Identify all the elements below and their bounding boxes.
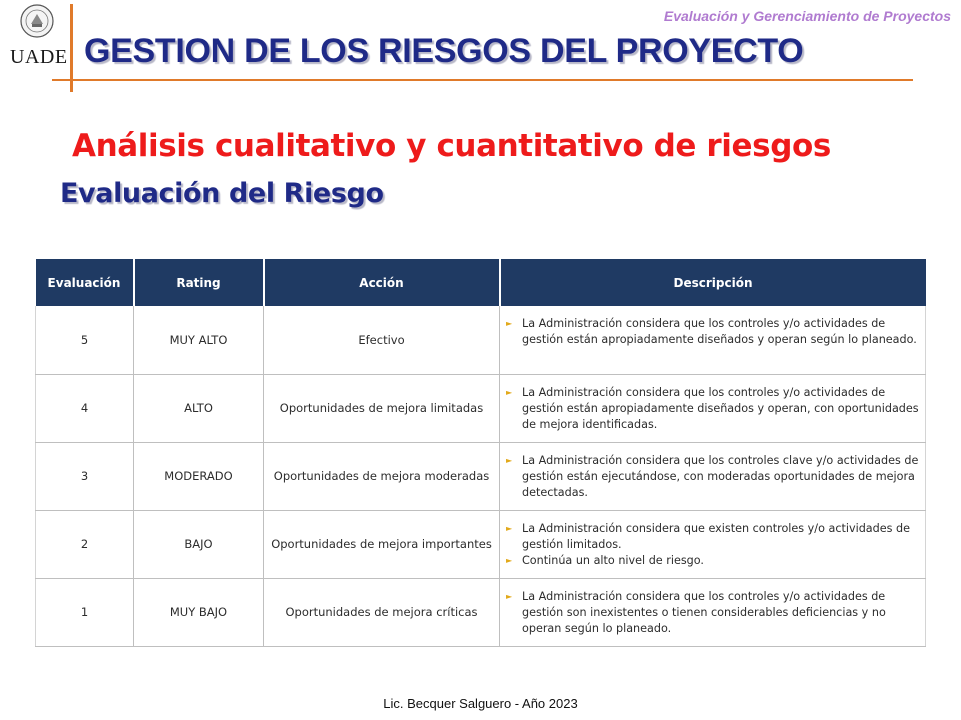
cell-rating: MODERADO — [134, 442, 264, 510]
bullet-arrow-icon: ► — [506, 555, 513, 565]
cell-rating: ALTO — [134, 374, 264, 442]
table-row — [36, 578, 926, 646]
bullet-arrow-icon: ► — [506, 387, 513, 397]
accent-horizontal-line — [52, 79, 913, 81]
description-item — [506, 385, 919, 433]
description-item — [506, 316, 919, 348]
description-text: La Administración considera que existen controles y/o actividades de gestión limitados. — [522, 521, 911, 551]
section-heading: Evaluación del Riesgo — [60, 178, 384, 209]
cell-descripcion — [500, 442, 926, 510]
cell-accion: Oportunidades de mejora moderadas — [264, 442, 500, 510]
cell-evaluacion: 3 — [36, 442, 134, 510]
cell-descripcion — [500, 578, 926, 646]
description-text: La Administración considera que los controles y/o actividades de gestión son inexistentes o tienen considerables deficiencias y no operan según lo planeado. — [522, 589, 886, 635]
description-text: La Administración considera que los controles clave y/o actividades de gestión están ejecutándose, con moderadas oportunidades de mejora detectadas. — [522, 453, 919, 499]
course-header: Evaluación y Gerenciamiento de Proyectos — [663, 8, 951, 24]
page-title: GESTION DE LOS RIESGOS DEL PROYECTO — [84, 32, 804, 70]
section-subtitle: Análisis cualitativo y cuantitativo de riesgos — [72, 128, 831, 164]
footer-credit: Lic. Becquer Salguero - Año 2023 — [383, 696, 578, 711]
column-header-rating: Rating — [134, 259, 264, 306]
column-header-descripcion: Descripción — [500, 259, 926, 306]
cell-descripcion — [500, 374, 926, 442]
table-row — [36, 442, 926, 510]
bullet-arrow-icon: ► — [506, 455, 513, 465]
description-item — [506, 553, 919, 569]
column-header-accion: Acción — [264, 259, 500, 306]
cell-evaluacion: 4 — [36, 374, 134, 442]
table-row — [36, 374, 926, 442]
cell-accion: Oportunidades de mejora importantes — [264, 510, 500, 578]
logo-text: UADE — [10, 46, 68, 68]
cell-accion: Oportunidades de mejora limitadas — [264, 374, 500, 442]
table-row — [36, 306, 926, 374]
column-header-evaluacion: Evaluación — [36, 259, 134, 306]
bullet-arrow-icon: ► — [506, 523, 513, 533]
description-text: La Administración considera que los controles y/o actividades de gestión están apropiadamente diseñados y operan, con oportunidades de mejora identificadas. — [522, 385, 919, 431]
description-text: La Administración considera que los controles y/o actividades de gestión están apropiadamente diseñados y operan según lo planeado. — [522, 317, 917, 346]
uade-logo — [6, 4, 66, 74]
cell-descripcion — [500, 510, 926, 578]
cell-evaluacion: 1 — [36, 578, 134, 646]
cell-accion: Efectivo — [264, 306, 500, 374]
cell-rating: MUY BAJO — [134, 578, 264, 646]
cell-rating: BAJO — [134, 510, 264, 578]
bullet-arrow-icon: ► — [506, 319, 513, 328]
cell-evaluacion: 5 — [36, 306, 134, 374]
description-item — [506, 453, 919, 501]
description-item — [506, 521, 919, 553]
description-item — [506, 589, 919, 637]
table-header-row — [36, 259, 926, 306]
table-row — [36, 510, 926, 578]
cell-accion: Oportunidades de mejora críticas — [264, 578, 500, 646]
risk-evaluation-table — [35, 259, 925, 647]
cell-descripcion — [500, 306, 926, 374]
description-text: Continúa un alto nivel de riesgo. — [522, 553, 704, 567]
university-seal-icon — [20, 4, 54, 38]
bullet-arrow-icon: ► — [506, 591, 513, 601]
cell-evaluacion: 2 — [36, 510, 134, 578]
cell-rating: MUY ALTO — [134, 306, 264, 374]
